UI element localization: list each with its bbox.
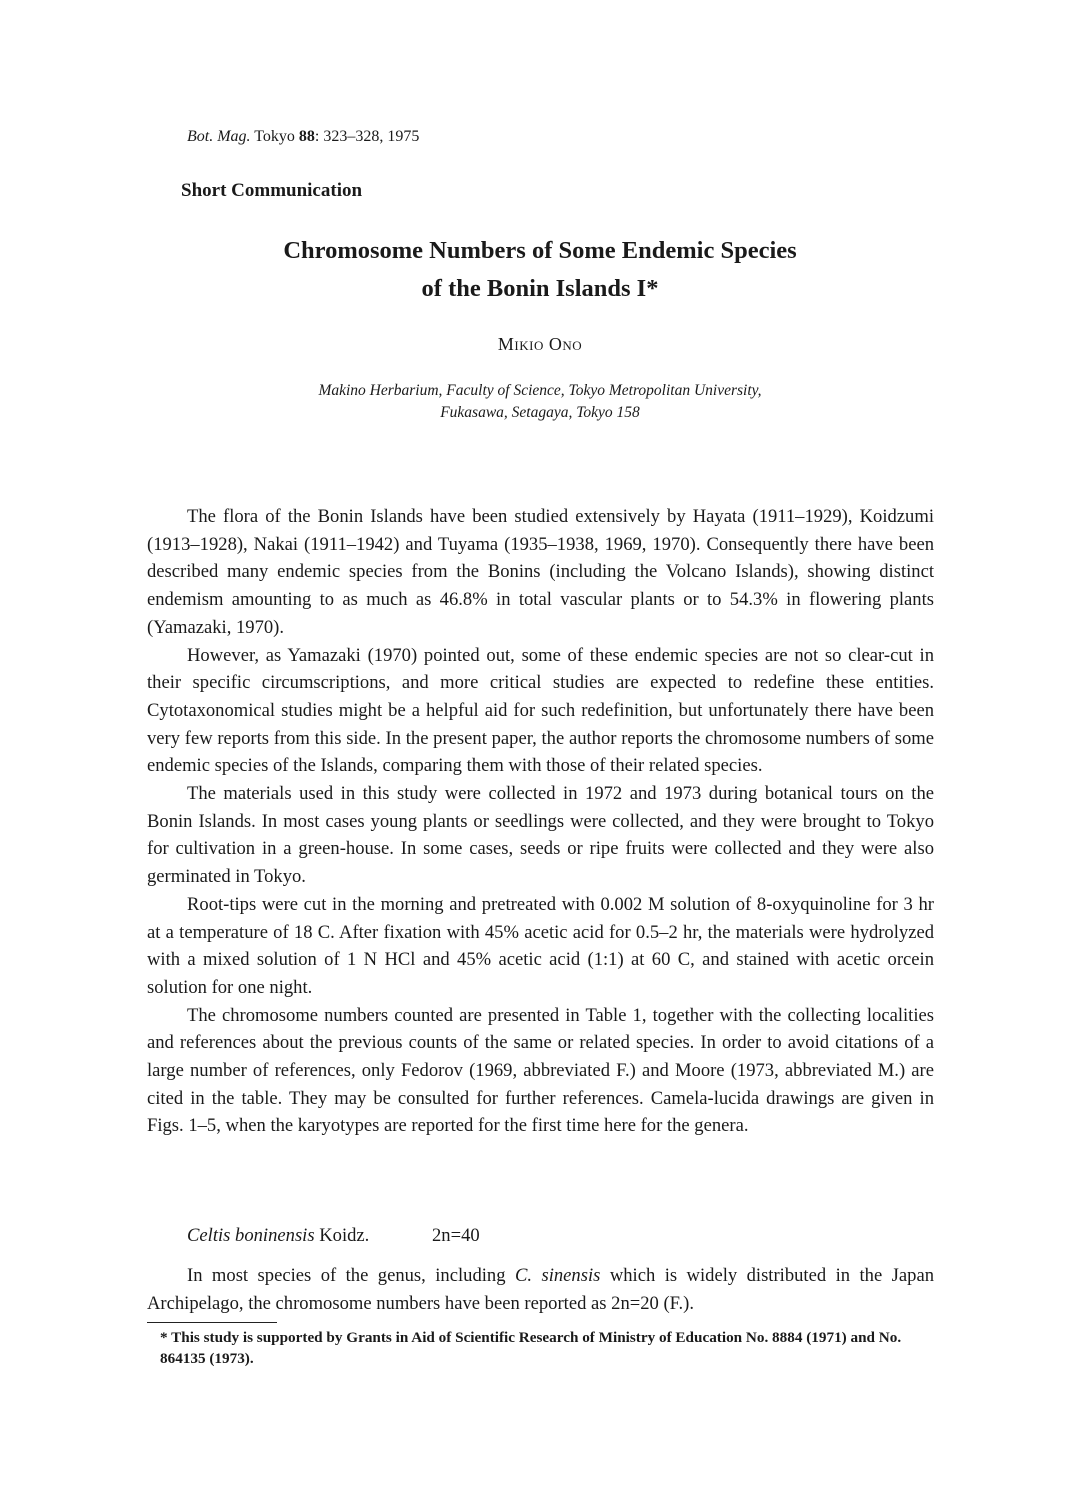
- species-text-after: which is widely distributed in the Japan Archipelago, the chromosome numbers have been reported as 2n=20 (F.).: [147, 1265, 934, 1314]
- affiliation-line-2: Fukasawa, Setagaya, Tokyo 158: [440, 404, 640, 421]
- species-authority: Koidz.: [319, 1225, 370, 1246]
- paragraph-2: However, as Yamazaki (1970) pointed out, some of these endemic species are not so clear-cut in their specific circumscriptions, and more critical studies are expected to redefine these entities. Cytotaxonomical studies might be a helpful aid for such redefinition, but unfortunately there have been very few reports from this side. In the present paper, the author reports the chromosome numbers of some endemic species of the Islands, comparing them with those of their related species.: [147, 644, 934, 777]
- journal-place: Tokyo: [254, 128, 295, 145]
- journal-pages: 323–328, 1975: [323, 128, 420, 145]
- section-label: Short Communication: [181, 180, 363, 201]
- species-paragraph: [147, 1262, 934, 1317]
- body-text: [147, 503, 934, 1140]
- paragraph-3: The materials used in this study were collected in 1972 and 1973 during botanical tours on the Bonin Islands. In most cases young plants or seedlings were collected, and they were brought to Tokyo for cultivation in a green-house. In some cases, seeds or ripe fruits were collected and they were also germinated in Tokyo.: [147, 783, 934, 888]
- paper-title: [0, 232, 1080, 308]
- author-text: Mikio Ono: [497, 334, 583, 354]
- journal-name: Bot. Mag.: [187, 128, 251, 145]
- species-heading: [187, 1225, 480, 1247]
- species-text-before: In most species of the genus, including: [187, 1265, 506, 1286]
- paragraph-4: Root-tips were cut in the morning and pretreated with 0.002 M solution of 8-oxyquinoline for 3 hr at a temperature of 18 C. After fixation with 45% acetic acid for 0.5–2 hr, the materials were hydrolyzed with a mixed solution of 1 N HCl and 45% acetic acid (1:1) at 60 C, and stained with acetic orcein solution for one night.: [147, 893, 934, 998]
- journal-citation: Bot. Mag. Tokyo 88: 323–328, 1975: [187, 128, 420, 145]
- footnote-rule: [147, 1322, 277, 1323]
- title-line-2: of the Bonin Islands I*: [421, 275, 659, 302]
- species-text-name: C. sinensis: [514, 1265, 601, 1286]
- paragraph-1: The flora of the Bonin Islands have been studied extensively by Hayata (1911–1929), Koidzumi (1913–1928), Nakai (1911–1942) and Tuyama (1935–1938, 1969, 1970). Consequently there have been described many endemic species from the Bonins (including the Volcano Islands), showing distinct endemism amounting to as much as 46.8% in total vascular plants or to 54.3% in flowering plants (Yamazaki, 1970).: [147, 506, 934, 638]
- footnote: * This study is supported by Grants in Aid of Scientific Research of Ministry of Education No. 8884 (1971) and No. 864135 (1973).: [160, 1329, 902, 1367]
- journal-volume: 88: [298, 128, 315, 145]
- affiliation: [0, 380, 1080, 424]
- paragraph-5: The chromosome numbers counted are presented in Table 1, together with the collecting localities and references about the previous counts of the same or related species. In order to avoid citations of a large number of references, only Fedorov (1969, abbreviated F.) and Moore (1973, abbreviated M.) are cited in the table. They may be consulted for further references. Camela-lucida drawings are given in Figs. 1–5, when the karyotypes are reported for the first time here for the genera.: [147, 1004, 934, 1137]
- author-name: [0, 334, 1080, 355]
- affiliation-line-1: Makino Herbarium, Faculty of Science, Tokyo Metropolitan University,: [318, 382, 762, 399]
- title-line-1: Chromosome Numbers of Some Endemic Species: [283, 237, 797, 264]
- species-name: Celtis boninensis: [187, 1225, 315, 1246]
- chromosome-number: 2n=40: [431, 1225, 480, 1246]
